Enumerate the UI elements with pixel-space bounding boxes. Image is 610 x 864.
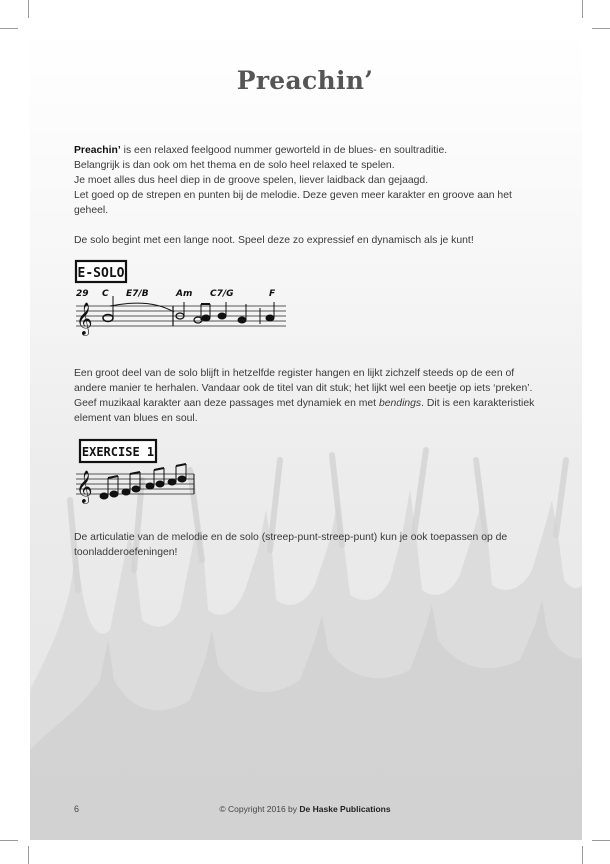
treble-clef-icon: 𝄞: [76, 470, 93, 503]
song-name: Preachin’: [74, 145, 121, 156]
exercise-box-label: EXERCISE 1: [81, 445, 155, 459]
copyright-footer: [0, 804, 610, 814]
intro-line-2: Belangrijk is dan ook om het thema en de solo heel relaxed te spelen.: [74, 160, 395, 171]
intro-line-3: Je moet alles dus heel diep in de groove spelen, liever laidback dan gejaagd.: [74, 175, 429, 186]
paragraph-text: Een groot deel van de solo blijft in hetzelfde register hangen en lijkt zichzelf steeds op de een of andere manier te herhalen. Vandaar ook de titel van dit stuk; het lijkt wel een beetje op iets ‘preken’. Geef muzikaal karakter aan deze passages met dynamiek en met: [74, 368, 533, 409]
treble-clef-icon: 𝄞: [76, 302, 93, 335]
crop-mark: [0, 840, 18, 841]
intro-paragraph: [74, 143, 538, 218]
crop-mark: [28, 846, 29, 864]
solo-notation: [70, 258, 292, 340]
intro-line-1: is een relaxed feelgood nummer geworteld in de blues- en soultraditie.: [120, 145, 448, 156]
crop-mark: [582, 0, 583, 18]
publisher-name: De Haske Publications: [299, 804, 391, 814]
chord-symbol: E7/B: [126, 289, 149, 299]
solo-explanation-paragraph: [74, 366, 538, 426]
page-number: 6: [74, 804, 80, 814]
staff-lines: [76, 306, 286, 326]
crop-mark: [28, 0, 29, 18]
exercise-notation: [70, 436, 200, 504]
crop-mark: [0, 28, 18, 29]
italic-term: bendings: [378, 398, 422, 409]
articulation-paragraph: De articulatie van de melodie en de solo (streep-punt-streep-punt) kun je ook toepassen op de toonladderoefeningen!: [74, 532, 508, 558]
chord-symbol: C7/G: [210, 289, 234, 299]
crop-mark: [582, 846, 583, 864]
crop-mark: [592, 28, 610, 29]
intro-line-4: Let goed op de strepen en punten bij de melodie. Deze geven meer karakter en groove aan het geheel.: [74, 190, 512, 216]
paragraph-text: . Dit is een karakteristiek element van blues en soul.: [74, 398, 535, 424]
chord-symbol: Am: [176, 289, 193, 299]
chord-symbol: C: [102, 289, 109, 299]
measure-number: 29: [76, 289, 89, 299]
solo-intro-text: De solo begint met een lange noot. Speel deze zo expressief en dynamisch als je kunt!: [74, 235, 474, 246]
copyright-text: © Copyright 2016 by: [219, 804, 300, 814]
chord-symbol: F: [269, 289, 276, 299]
crop-mark: [592, 840, 610, 841]
page-title: Preachin’: [236, 66, 374, 95]
solo-box-label: E-SOLO: [77, 266, 125, 281]
